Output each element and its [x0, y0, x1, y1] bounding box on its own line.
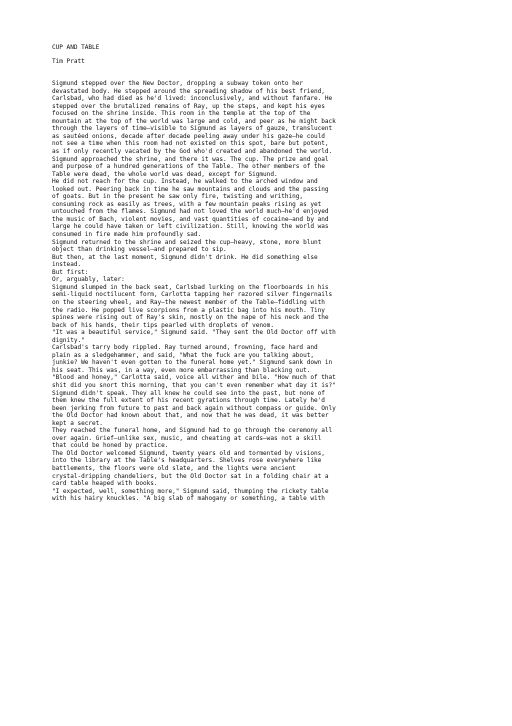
body-line: been jerking from future to past and back again without compass or guide. Only — [52, 404, 336, 412]
body-line: Sigmund slumped in the back seat, Carlsbad lurking on the floorboards in his — [52, 283, 329, 291]
body-line: dignity." — [52, 336, 85, 344]
body-line: large he could have taken or left civilization. Still, knowing the world was — [52, 223, 329, 231]
body-line: them knew the full extent of his recent gyrations through time. Lately he'd — [52, 397, 325, 405]
story-body — [52, 80, 472, 503]
body-line: focused on the shrine inside. This room in the temple at the top of the — [52, 110, 311, 118]
body-line: But then, at the last moment, Sigmund didn't drink. He did something else — [52, 253, 318, 261]
body-line: shit did you snort this morning, that you can't even remember what day it is?" — [52, 381, 336, 389]
story-title: CUP AND TABLE — [52, 44, 100, 51]
body-line: back of his hands, their tips pearled with droplets of venom. — [52, 321, 274, 329]
body-line: on the steering wheel, and Ray—the newest member of the Table—fiddling with — [52, 298, 325, 306]
body-line: crystal-dripping chandeliers, but the Old Doctor sat in a folding chair at a — [52, 472, 329, 480]
body-line: and purpose of a hundred generations of the Table. The other members of the — [52, 163, 325, 171]
body-line: the radio. He popped live scorpions from a plastic bag into his mouth. Tiny — [52, 306, 325, 314]
body-line: Or, arguably, later: — [52, 276, 125, 284]
body-line: plain as a sledgehammer, and said, "What the fuck are you talking about, — [52, 351, 314, 359]
body-line: over again. Grief—unlike sex, music, and cheating at cards—was not a skill — [52, 434, 322, 442]
body-line: the music of Bach, violent movies, and vast quantities of cocaine—and by and — [52, 215, 329, 223]
body-line: The Old Doctor welcomed Sigmund, twenty years old and tormented by visions, — [52, 449, 325, 457]
body-line: the Old Doctor had known about that, and now that he was dead, it was better — [52, 412, 329, 420]
body-line: consuming rock as easily as trees, with a few mountain peaks rising as yet — [52, 200, 322, 208]
body-line: not see a time when this room had not existed on this spot, bare but potent, — [52, 140, 329, 148]
body-line: looked out. Peering back in time he saw mountains and clouds and the passing — [52, 185, 329, 193]
body-line: instead. — [52, 261, 82, 269]
body-line: untouched from the flames. Sigmund had not loved the world much—he'd enjoyed — [52, 208, 329, 216]
document-page — [52, 44, 472, 503]
body-line: They reached the funeral home, and Sigmund had to go through the ceremony all — [52, 427, 333, 435]
body-line: into the library at the Table's headquarters. Shelves rose everywhere like — [52, 457, 322, 465]
body-line: as sautéed onions, decade after decade peeling away under his gaze—he could — [52, 132, 325, 140]
body-line: "I expected, well, something more," Sigmund said, thumping the rickety table — [52, 487, 329, 495]
body-line: card table heaped with books. — [52, 480, 158, 488]
body-line: "It was a beautiful service," Sigmund said. "They sent the Old Doctor off with — [52, 329, 336, 337]
body-line: Carlsbad, who had died as he'd lived: inconclusively, and without fanfare. He — [52, 95, 333, 103]
body-line: Sigmund didn't speak. They all knew he could see into the past, but none of — [52, 389, 325, 397]
body-line: devastated body. He stepped around the spreading shadow of his best friend, — [52, 87, 325, 95]
body-line: kept a secret. — [52, 419, 103, 427]
body-line: battlements, the floors were old slate, and the lights were ancient — [52, 464, 296, 472]
body-line: Sigmund approached the shrine, and there it was. The cup. The prize and goal — [52, 155, 329, 163]
body-line: "Blood and honey," Carlotta said, voice all wither and bile. "How much of that — [52, 374, 336, 382]
body-line: He did not reach for the cup. Instead, he walked to the arched window and — [52, 178, 318, 186]
body-line: junkie? We haven't even gotten to the funeral home yet." Sigmund sank down in — [52, 359, 333, 367]
body-line: that could be honed by practice. — [52, 442, 169, 450]
body-line: Sigmund stepped over the New Doctor, dropping a subway token onto her — [52, 80, 304, 88]
body-line: mountain at the top of the world was large and cold, and peer as he might back — [52, 117, 336, 125]
body-line: as if only recently vacated by the God who'd created and abandoned the world. — [52, 148, 333, 156]
body-line: his seat. This was, in a way, even more embarrassing than blacking out. — [52, 366, 311, 374]
story-author: Tim Pratt — [52, 57, 85, 65]
body-line: Sigmund returned to the shrine and seized the cup—heavy, stone, more blunt — [52, 238, 322, 246]
body-line: through the layers of time—visible to Sigmund as layers of gauze, translucent — [52, 125, 333, 133]
body-line: object than drinking vessel—and prepared to sip. — [52, 246, 227, 254]
body-line: of goats. But in the present he saw only fire, twisting and writhing, — [52, 193, 304, 201]
body-line: Carlsbad's tarry body rippled. Ray turned around, frowning, face hard and — [52, 344, 318, 352]
body-line: with his hairy knuckles. "A big slab of mahogany or something, a table with — [52, 495, 325, 503]
body-line: spines were rising out of Ray's skin, mostly on the nape of his neck and the — [52, 314, 329, 322]
body-line: consumed in fire made him profoundly sad. — [52, 231, 202, 239]
body-line: stepped over the brutalized remains of Ray, up the steps, and kept his eyes — [52, 102, 325, 110]
body-line: But first: — [52, 268, 89, 276]
body-line: semi-liquid noctilucent form, Carlotta tapping her razored silver fingernails — [52, 291, 333, 299]
body-line: Table were dead, the whole world was dead, except for Sigmund. — [52, 170, 278, 178]
